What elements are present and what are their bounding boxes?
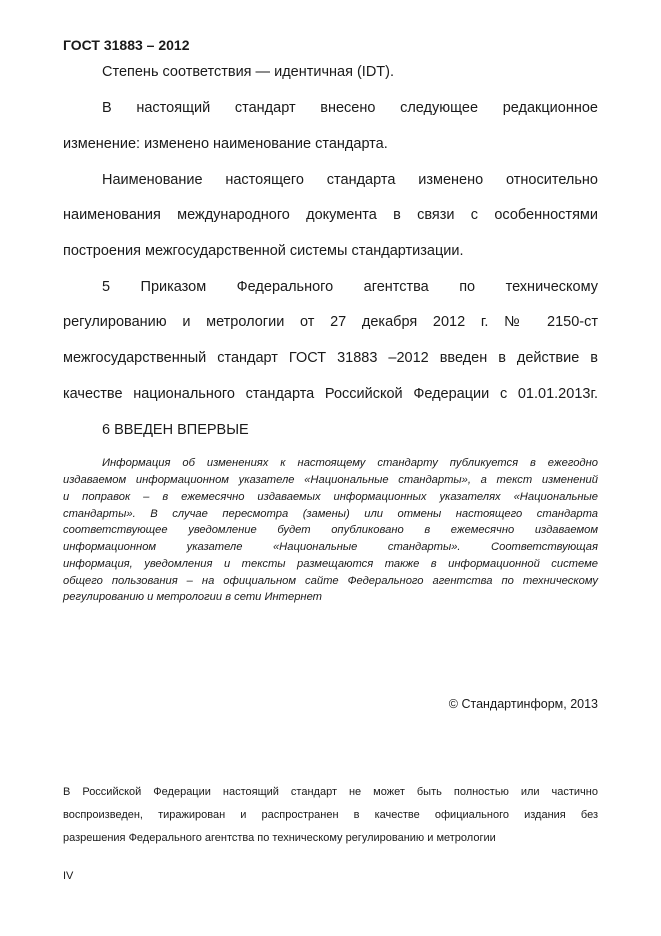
note-line-5: соответствующее уведомление будет опубликовано в ежемесячно издаваемом	[63, 524, 598, 536]
order-line-2: регулированию и метрологии от 27 декабря 2012 г. № 2150-ст	[63, 314, 598, 330]
compliance-degree-text: Степень соответствия — идентичная (IDT).	[102, 64, 395, 80]
footer-line-2: воспроизведен, тиражирован и распространен в качестве официального издания без	[63, 809, 598, 821]
order-line-1: 5 Приказом Федерального агентства по техническому	[102, 279, 598, 295]
page-number: IV	[63, 870, 74, 882]
introduced-first-text: 6 ВВЕДЕН ВПЕРВЫЕ	[102, 422, 249, 438]
note-line-9: регулированию и метрологии в сети Интернет	[63, 591, 322, 603]
copyright-notice: © Стандартинформ, 2013	[448, 697, 598, 711]
name-change-line-3: построения межгосударственной системы стандартизации.	[63, 243, 464, 259]
note-line-8: общего пользования – на официальном сайте Федерального агентства по техническому	[63, 575, 598, 587]
editorial-change-line-2: изменение: изменено наименование стандарта.	[63, 136, 388, 152]
note-line-7: информация, уведомления и тексты размещаются также в информационной системе	[63, 558, 598, 570]
document-header: ГОСТ 31883 – 2012	[63, 37, 190, 53]
note-line-2: издаваемом информационном указателе «Национальные стандарты», а текст изменений	[63, 474, 598, 486]
note-line-6: информационном указателе «Национальные стандарты». Соответствующая	[63, 541, 598, 553]
order-line-3: межгосударственный стандарт ГОСТ 31883 –2012 введен в действие в	[63, 350, 598, 366]
note-line-4: стандарты». В случае пересмотра (замены) или отмены настоящего стандарта	[63, 508, 598, 520]
editorial-change-line-1: В настоящий стандарт внесено следующее редакционное	[102, 100, 598, 116]
note-line-3: и поправок – в ежемесячно издаваемых информационных указателях «Национальные	[63, 491, 598, 503]
name-change-line-2: наименования международного документа в связи с особенностями	[63, 207, 598, 223]
note-line-1: Информация об изменениях к настоящему стандарту публикуется в ежегодно	[102, 457, 598, 469]
footer-line-1: В Российской Федерации настоящий стандарт не может быть полностью или частично	[63, 786, 598, 798]
order-line-4: качестве национального стандарта Российской Федерации с 01.01.2013г.	[63, 386, 598, 402]
name-change-line-1: Наименование настоящего стандарта изменено относительно	[102, 172, 598, 188]
footer-line-3: разрешения Федерального агентства по техническому регулированию и метрологии	[63, 832, 496, 844]
